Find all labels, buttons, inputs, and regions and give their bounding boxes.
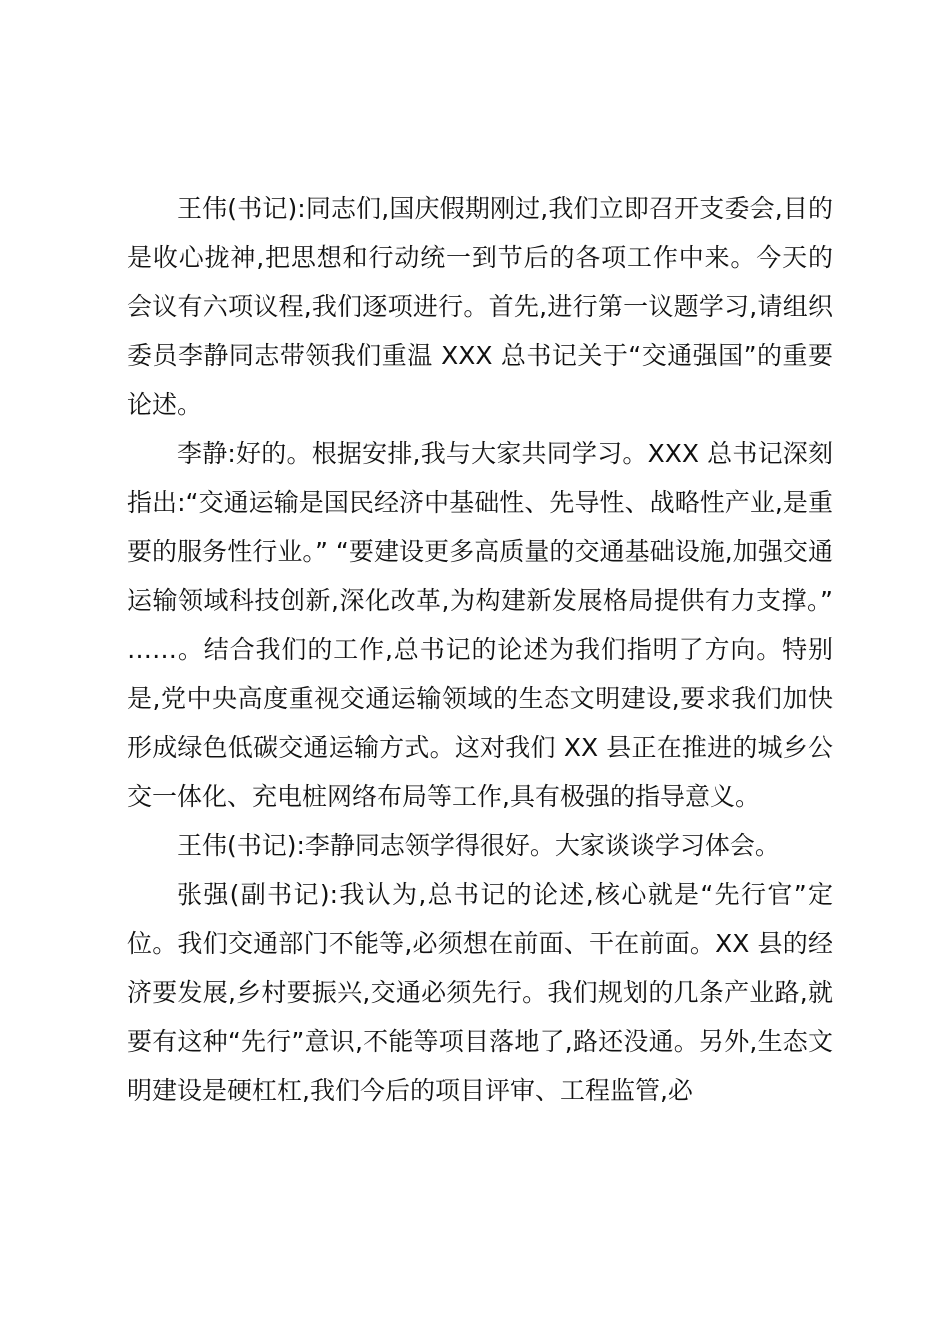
paragraph-li-jing-study: 李静:好的。根据安排,我与大家共同学习。XXX 总书记深刻指出:“交通运输是国民经济中基础性、先导性、战略性产业,是重要的服务性行业。” “要建设更多高质量的交通基础设施,加强交通运输领域科技创新,深化改革,为构建新发展格局提供有力支撑。” ……。结合我们的工作,总书记的论述为我们指明了方向。特别是,党中央高度重视交通运输领域的生态文明建设,要求我们加快形成绿色低碳交通运输方式。这对我们 XX 县正在推进的城乡公交一体化、充电桩网络布局等工作,具有极强的指导意义。 [127, 439, 833, 811]
document-body [127, 184, 833, 1115]
paragraph-wang-wei-opening: 王伟(书记):同志们,国庆假期刚过,我们立即召开支委会,目的是收心拢神,把思想和行动统一到节后的各项工作中来。今天的会议有六项议程,我们逐项进行。首先,进行第一议题学习,请组织委员李静同志带领我们重温 XXX 总书记关于“交通强国”的重要论述。 [127, 194, 833, 419]
paragraph-zhang-qiang-remarks: 张强(副书记):我认为,总书记的论述,核心就是“先行官”定位。我们交通部门不能等,必须想在前面、干在前面。XX 县的经济要发展,乡村要振兴,交通必须先行。我们规划的几条产业路,就要有这种“先行”意识,不能等项目落地了,路还没通。另外,生态文明建设是硬杠杠,我们今后的项目评审、工程监管,必 [127, 880, 833, 1105]
paragraph-wang-wei-discussion: 王伟(书记):李静同志领学得很好。大家谈谈学习体会。 [177, 831, 780, 860]
